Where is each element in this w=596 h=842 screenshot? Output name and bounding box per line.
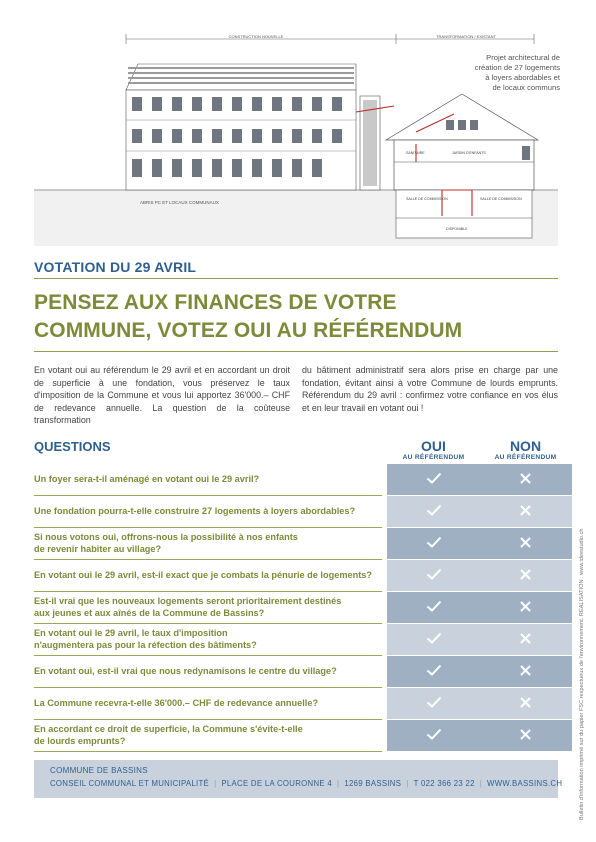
question-text: Est-il vrai que les nouveaux logements seront prioritairement destinés aux jeunes et aux aînés de la Commune de Bassins? [34, 596, 342, 618]
non-cell [479, 624, 572, 655]
intro-right: du bâtiment administratif sera alors prise en charge par une fondation, évitant ainsi à votre Commune de lourds emprunts. Référendum du 29 avril : confirmez votre confiance en vos élus et en leur travail en votant oui ! [302, 365, 558, 413]
question-text: Un foyer sera-t-il aménagé en votant oui le 29 avril? [34, 473, 260, 484]
question-row [34, 688, 382, 719]
column-oui-label: OUI [421, 438, 446, 454]
question-row [34, 720, 382, 751]
oui-cell [387, 720, 480, 751]
non-cell [479, 464, 572, 495]
footer-city: 1269 BASSINS [344, 779, 402, 788]
room-disponible: DISPONIBLE [446, 227, 468, 231]
question-row [34, 464, 382, 495]
column-non-header [479, 439, 572, 462]
column-oui-header [387, 439, 480, 462]
oui-cell [387, 592, 480, 623]
drawing-caption: Projet architectural de création de 27 logements à loyers abordables et de locaux communs [474, 53, 560, 92]
question-text: En votant oui le 29 avril, est-il exact que je combats la pénurie de logements? [34, 569, 372, 580]
question-text: La Commune recevra-t-elle 36'000.– CHF de redevance annuelle? [34, 697, 319, 708]
oui-cell [387, 528, 480, 559]
cross-icon [520, 599, 531, 617]
room-sanitaire: SANITAIRE [406, 151, 425, 155]
question-row [34, 624, 382, 655]
cross-icon [520, 727, 531, 745]
footer [34, 760, 563, 798]
dim-label-new: CONSTRUCTION NOUVELLE [228, 34, 284, 39]
room-salle-right: SALLE DE COMMISSION [480, 197, 522, 201]
dim-label-existing: TRANSFORMATION / EXISTANT [436, 34, 496, 39]
check-icon [426, 663, 442, 681]
footer-address: PLACE DE LA COURONNE 4 [221, 779, 332, 788]
non-cell [479, 560, 572, 591]
oui-cell [387, 464, 480, 495]
side-note [573, 436, 585, 826]
footer-commune: COMMUNE DE BASSINS [50, 766, 148, 775]
oui-cell [387, 496, 480, 527]
question-row [34, 592, 382, 623]
question-row [34, 528, 382, 559]
column-oui-sub: AU RÉFÉRENDUM [402, 454, 465, 461]
non-cell [479, 656, 572, 687]
check-icon [426, 471, 442, 489]
non-cell [479, 528, 572, 559]
cross-icon [520, 535, 531, 553]
non-cell [479, 688, 572, 719]
footer-contact-line: CONSEIL COMMUNAL ET MUNICIPALITÉ | PLACE DE LA COURONNE 4 | 1269 BASSINS | T 022 366 23 22 | WWW.BASSINS.CH [50, 779, 563, 788]
question-text: Si nous votons oui, offrons-nous la possibilité à nos enfants de revenir habiter au village? [34, 532, 298, 554]
non-cell [479, 496, 572, 527]
non-cell [479, 592, 572, 623]
cross-icon [520, 471, 531, 489]
question-text: En accordant ce droit de superficie, la Commune s'évite-t-elle de lourds emprunts? [34, 724, 303, 746]
check-icon [426, 567, 442, 585]
footer-website: WWW.BASSINS.CH [487, 779, 563, 788]
question-text: En votant oui le 29 avril, le taux d'imposition n'augmentera pas pour la réfection des bâtiments? [34, 628, 257, 650]
column-non-sub: AU RÉFÉRENDUM [494, 454, 557, 461]
room-jardin: JARDIN D'ENFANTS [452, 151, 486, 155]
question-row [34, 656, 382, 687]
cross-icon [520, 567, 531, 585]
cross-icon [520, 663, 531, 681]
oui-cell [387, 560, 480, 591]
oui-cell [387, 656, 480, 687]
footer-phone: T 022 366 23 22 [413, 779, 475, 788]
check-icon [426, 535, 442, 553]
non-cell [479, 720, 572, 751]
cross-icon [520, 695, 531, 713]
cross-icon [520, 503, 531, 521]
column-non-label: NON [509, 438, 542, 454]
check-icon [426, 631, 442, 649]
cross-icon [520, 631, 531, 649]
question-divider [34, 751, 382, 752]
ground-label: ABRIS PC ET LOCAUX COMMUNAUX [140, 200, 219, 205]
oui-cell [387, 688, 480, 719]
question-row [34, 496, 382, 527]
check-icon [426, 727, 442, 745]
check-icon [426, 695, 442, 713]
date-heading: VOTATION DU 29 AVRIL [34, 259, 197, 275]
check-icon [426, 503, 442, 521]
side-note-text: Bulletin d'information imprimé sur du papier FSC respectueux de l'environnement. RÉALISATION : www.ideestudio.ch [579, 528, 585, 820]
check-icon [426, 599, 442, 617]
question-text: En votant oui, est-il vrai que nous redynamisons le centre du village? [34, 665, 337, 676]
divider-title [34, 351, 558, 352]
footer-council: CONSEIL COMMUNAL ET MUNICIPALITÉ [50, 779, 210, 788]
divider-top [34, 278, 558, 279]
questions-heading: QUESTIONS [34, 439, 111, 454]
oui-cell [387, 624, 480, 655]
room-salle-left: SALLE DE COMMISSION [406, 197, 448, 201]
main-title: PENSEZ AUX FINANCES DE VOTRE COMMUNE, VOTEZ OUI AU RÉFÉRENDUM [34, 291, 463, 342]
intro-left: En votant oui au référendum le 29 avril et en accordant un droit de superficie à une fondation, vous préservez le taux d'imposition de la Commune et vous lui apportez 36'000.– CHF de redevance annuelle. La question de la coûteuse transformation [34, 365, 290, 426]
question-row [34, 560, 382, 591]
question-text: Une fondation pourra-t-elle construire 27 logements à loyers abordables? [34, 505, 356, 516]
